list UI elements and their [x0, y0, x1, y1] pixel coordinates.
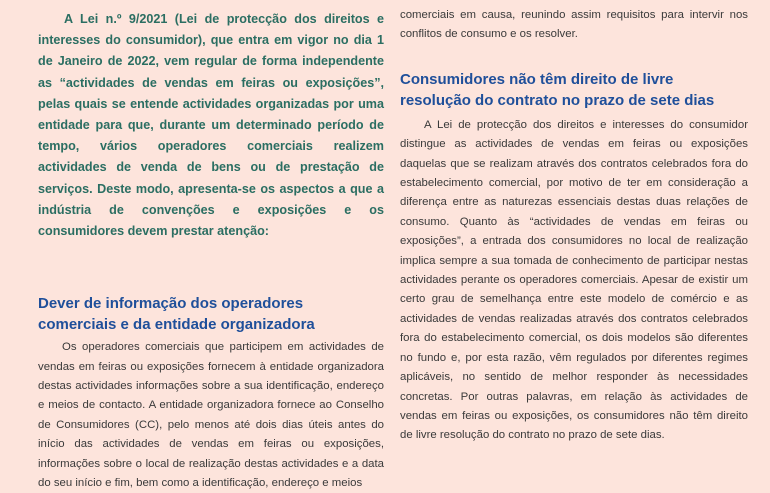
- left-column: [38, 0, 384, 493]
- intro-paragraph: A Lei n.º 9/2021 (Lei de protecção dos direitos e interesses do consumidor), que entra em vigor no dia 1 de Janeiro de 2022, vem regular de forma independente as “actividades de vendas em feiras ou exposições”, pelas quais se entende actividades organizadas por uma entidade para que, durante um determinado período de tempo, vários operadores comerciais realizem actividades de venda de bens ou de prestação de serviços. Deste modo, apresenta-se os aspectos a que a indústria de convenções e exposições e os consumidores devem prestar atenção:: [38, 12, 384, 239]
- no-withdrawal-paragraph: A Lei de protecção dos direitos e interesses do consumidor distingue as actividades de vendas em feiras ou exposições daquelas que se realizam através dos contratos celebrados fora do estabelecimento comercial, por motivo de ter em consideração a diferença entre as naturezas essenciais destas duas relações de consumo. Quanto às “actividades de vendas em feiras ou exposições”, a entrada dos consumidores no local de realização implica sempre a sua tomada de conhecimento de participar nestas actividades perante os operadores comerciais. Apesar de existir um certo grau de semelhança entre este modelo de comércio e as actividades de vendas realizadas através dos contratos celebrados fora do estabelecimento comercial, os dois modelos são diferentes no fundo e, por esta razão, vêm regulados por diferentes regimes aplicáveis, no sentido de melhor responder às necessidades concretas. Por outras palavras, em relação às actividades de vendas em feiras ou exposições, os consumidores não têm direito de livre resolução do contrato no prazo de sete dias.: [400, 118, 748, 442]
- section-heading-information-duty: Dever de informação dos operadores comerciais e da entidade organizadora: [38, 295, 315, 334]
- right-column: [400, 0, 748, 446]
- section-heading-no-withdrawal-right: Consumidores não têm direito de livre resolução do contrato no prazo de sete dias: [400, 70, 715, 109]
- information-duty-paragraph: Os operadores comerciais que participem em actividades de vendas em feiras ou exposições fornecem à entidade organizadora destas actividades informações sobre a sua identificação, endereço e meios de contacto. A entidade organizadora fornece ao Conselho de Consumidores (CC), pelo menos até dois dias úteis antes do início das actividades de vendas em feiras ou exposições, informações sobre o local de realização destas actividades e a data do seu início e fim, bem como a identificação, endereço e meios: [38, 341, 384, 490]
- continuation-paragraph: comerciais em causa, reunindo assim requisitos para intervir nos conflitos de consumo e os resolver.: [400, 9, 748, 41]
